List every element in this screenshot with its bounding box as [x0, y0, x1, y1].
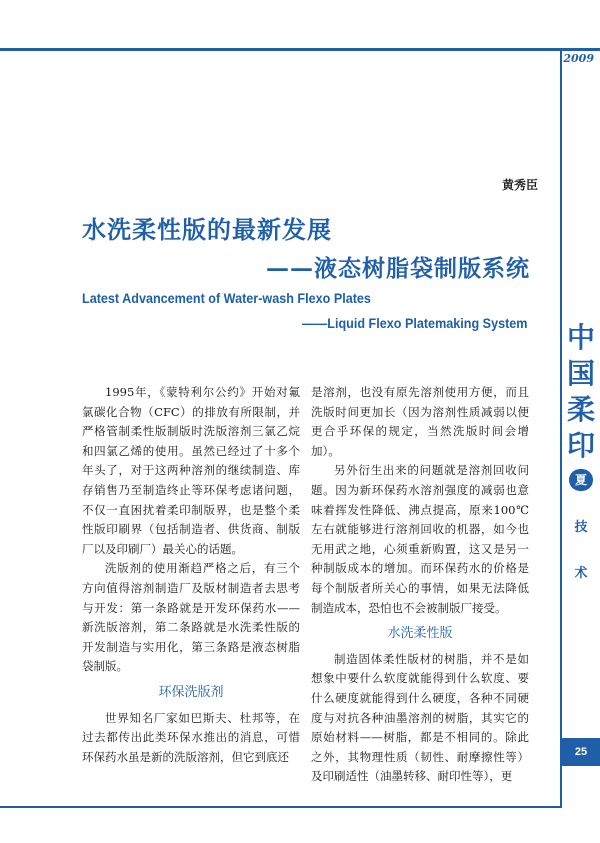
paragraph: 制造固体柔性版材的树脂，并不是如想象中要什么软度就能得到什么软度、要什么硬度就能得到什么硬度，各种不同硬度与对抗各种油墨溶剂的树脂，其实它的原始材料——树脂，都是不相同的。除此之外，其物理性质（韧性、耐摩擦性等）及印刷适性（油墨转移、耐印性等），更	[311, 651, 529, 784]
issue-year: 2009	[563, 52, 594, 65]
paragraph: 洗版剂的使用渐趋严格之后，有三个方向值得溶剂制造厂及版材制造者去思考与开发：第一条路就是开发环保药水——新洗版溶剂，第二条路就是水洗柔性版的开发制造与实用化，第三条路是液态树脂袋制版。	[82, 561, 300, 674]
top-rule	[0, 48, 600, 51]
season-badge: 夏	[569, 469, 593, 491]
magazine-title-char: 中国柔印	[566, 321, 595, 462]
page-number: 25	[562, 738, 600, 766]
article-subtitle-cn: ——液态树脂袋制版系统	[266, 255, 530, 282]
paragraph-continued: 是溶剂，也没有原先溶剂使用方便，而且洗版时间更加长（因为溶剂性质减弱以便更合乎环保的规定，当然洗版时间会增加）。	[311, 385, 529, 458]
body-column-right	[311, 383, 529, 787]
magazine-title-vertical	[562, 320, 600, 464]
section-heading: 水洗柔性版	[387, 626, 453, 642]
section-label-1: 技	[574, 520, 588, 535]
article-subtitle-en: ——Liquid Flexo Platemaking System	[302, 315, 528, 331]
paragraph: 1995年，《蒙特利尔公约》开始对氟氯碳化合物（CFC）的排放有所限制，并严格管制柔性版制版时洗版溶剂三氯乙烷和四氯乙烯的使用。虽然已经过了十多个年头了，对于这两种溶剂的继续制造、库存销售乃至制造终止等环保考虑诸问题，不仅一直困扰着柔印制版界，也是整个柔性版印刷界（包括制造者、供货商、制版厂以及印刷厂）最关心的话题。	[82, 385, 300, 556]
bottom-rule	[0, 806, 562, 808]
section-heading: 环保洗版剂	[158, 684, 224, 700]
paragraph: 另外衍生出来的问题就是溶剂回收问题。因为新环保药水溶剂强度的减弱也意味着挥发性降低、沸点提高，原来100℃左右就能够进行溶剂回收的机器，如今也无用武之地，心须重新购置，这又是另一种制版成本的增加。而环保药水的价格是每个制版者所关心的事情，如果无法降低制造成本，恐怕也不会被制版厂接受。	[311, 463, 529, 615]
paragraph: 世界知名厂家如巴斯夫、杜邦等，在过去都传出此类环保水推出的消息，可惜环保药水虽是新的洗版溶剂，但它到底还	[82, 710, 300, 764]
article-title-cn: 水洗柔性版的最新发展	[82, 215, 332, 244]
section-label-2: 术	[574, 566, 588, 581]
body-column-left	[82, 383, 300, 767]
article-title-en: Latest Advancement of Water-wash Flexo Plates	[82, 290, 371, 306]
author-name: 黄秀臣	[501, 178, 538, 192]
